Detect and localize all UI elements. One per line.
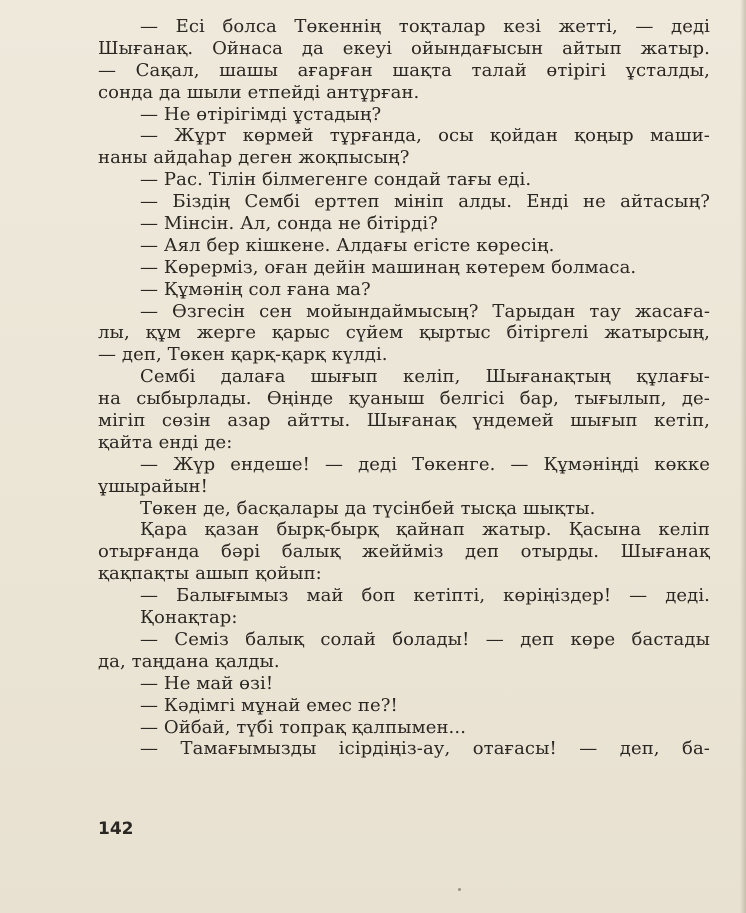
page-number: 142 <box>98 819 134 839</box>
text-line: — Құмәнің сол ғана ма? <box>140 278 371 300</box>
page-text <box>98 16 710 760</box>
page-edge-shadow <box>740 0 746 913</box>
text-line: — Біздің Сембі ерттеп мініп алды. Енді не айтасың? <box>140 191 710 213</box>
text-line: — Аял бер кішкене. Алдағы егісте көресің. <box>140 234 555 256</box>
text-line: — деп, Төкен қарқ-қарқ күлді. <box>98 344 388 366</box>
text-line: ұшырайын! <box>98 475 208 497</box>
text-line: Қонақтар: <box>140 607 238 629</box>
text-line: да, таңдана қалды. <box>98 650 280 672</box>
text-line: лы, құм жерге қарыс сүйем қыртыс бітіргелі жатырсың, <box>98 322 710 344</box>
text-line: — Не май өзі! <box>140 672 274 694</box>
text-line: — Мінсін. Ал, сонда не бітірді? <box>140 213 438 235</box>
paper-speck <box>458 888 461 891</box>
text-line: — Жұрт көрмей тұрғанда, осы қойдан қоңыр маши- <box>140 125 710 147</box>
text-line: — Семіз балық солай болады! — деп көре бастады <box>140 628 710 650</box>
text-line: — Кәдімгі мұнай емес пе?! <box>140 694 398 716</box>
text-line: мігіп сөзін азар айтты. Шығанақ үндемей шығып кетіп, <box>98 410 710 432</box>
text-line: — Өзгесін сен мойындаймысың? Тарыдан тау жасаға- <box>140 300 710 322</box>
text-line: Шығанақ. Ойнаса да екеуі ойындағысын айтып жатыр. <box>98 37 710 59</box>
text-line: қайта енді де: <box>98 431 233 453</box>
text-line: на сыбырлады. Өңінде қуаныш белгісі бар, тығылып, де- <box>98 388 710 410</box>
text-line: Қара қазан бырқ-бырқ қайнап жатыр. Қасына келіп <box>140 519 710 541</box>
text-line: — Рас. Тілін білмегенге сондай тағы еді. <box>140 169 532 191</box>
text-line: қақпақты ашып қойып: <box>98 563 322 585</box>
text-line: — Көрерміз, оған дейін машинаң көтерем болмаса. <box>140 256 637 278</box>
text-line: Сембі далаға шығып келіп, Шығанақтың құлағы- <box>140 366 710 388</box>
text-line: — Ойбай, түбі топрақ қалпымен... <box>140 716 467 738</box>
text-line: наны айдаһар деген жоқпысың? <box>98 147 410 169</box>
text-line: — Балығымыз май боп кетіпті, көріңіздер! — деді. <box>140 585 710 607</box>
text-line: — Тамағымызды ісірдіңіз-ау, отағасы! — деп, ба- <box>140 738 710 760</box>
text-line: — Есі болса Төкеннің тоқталар кезі жетті, — деді <box>140 16 710 37</box>
text-line: — Не өтірігімді ұстадың? <box>140 103 382 125</box>
text-line: сонда да шыли етпейді антұрған. <box>98 81 420 103</box>
text-line: — Жүр ендеше! — деді Төкенге. — Құмәніңді көкке <box>140 453 710 475</box>
text-line: — Сақал, шашы ағарған шақта талай өтірігі ұсталды, <box>98 59 710 81</box>
text-line: отырғанда бәрі балық жеййміз деп отырды. Шығанақ <box>98 541 710 563</box>
text-line: Төкен де, басқалары да түсінбей тысқа шықты. <box>140 497 596 519</box>
